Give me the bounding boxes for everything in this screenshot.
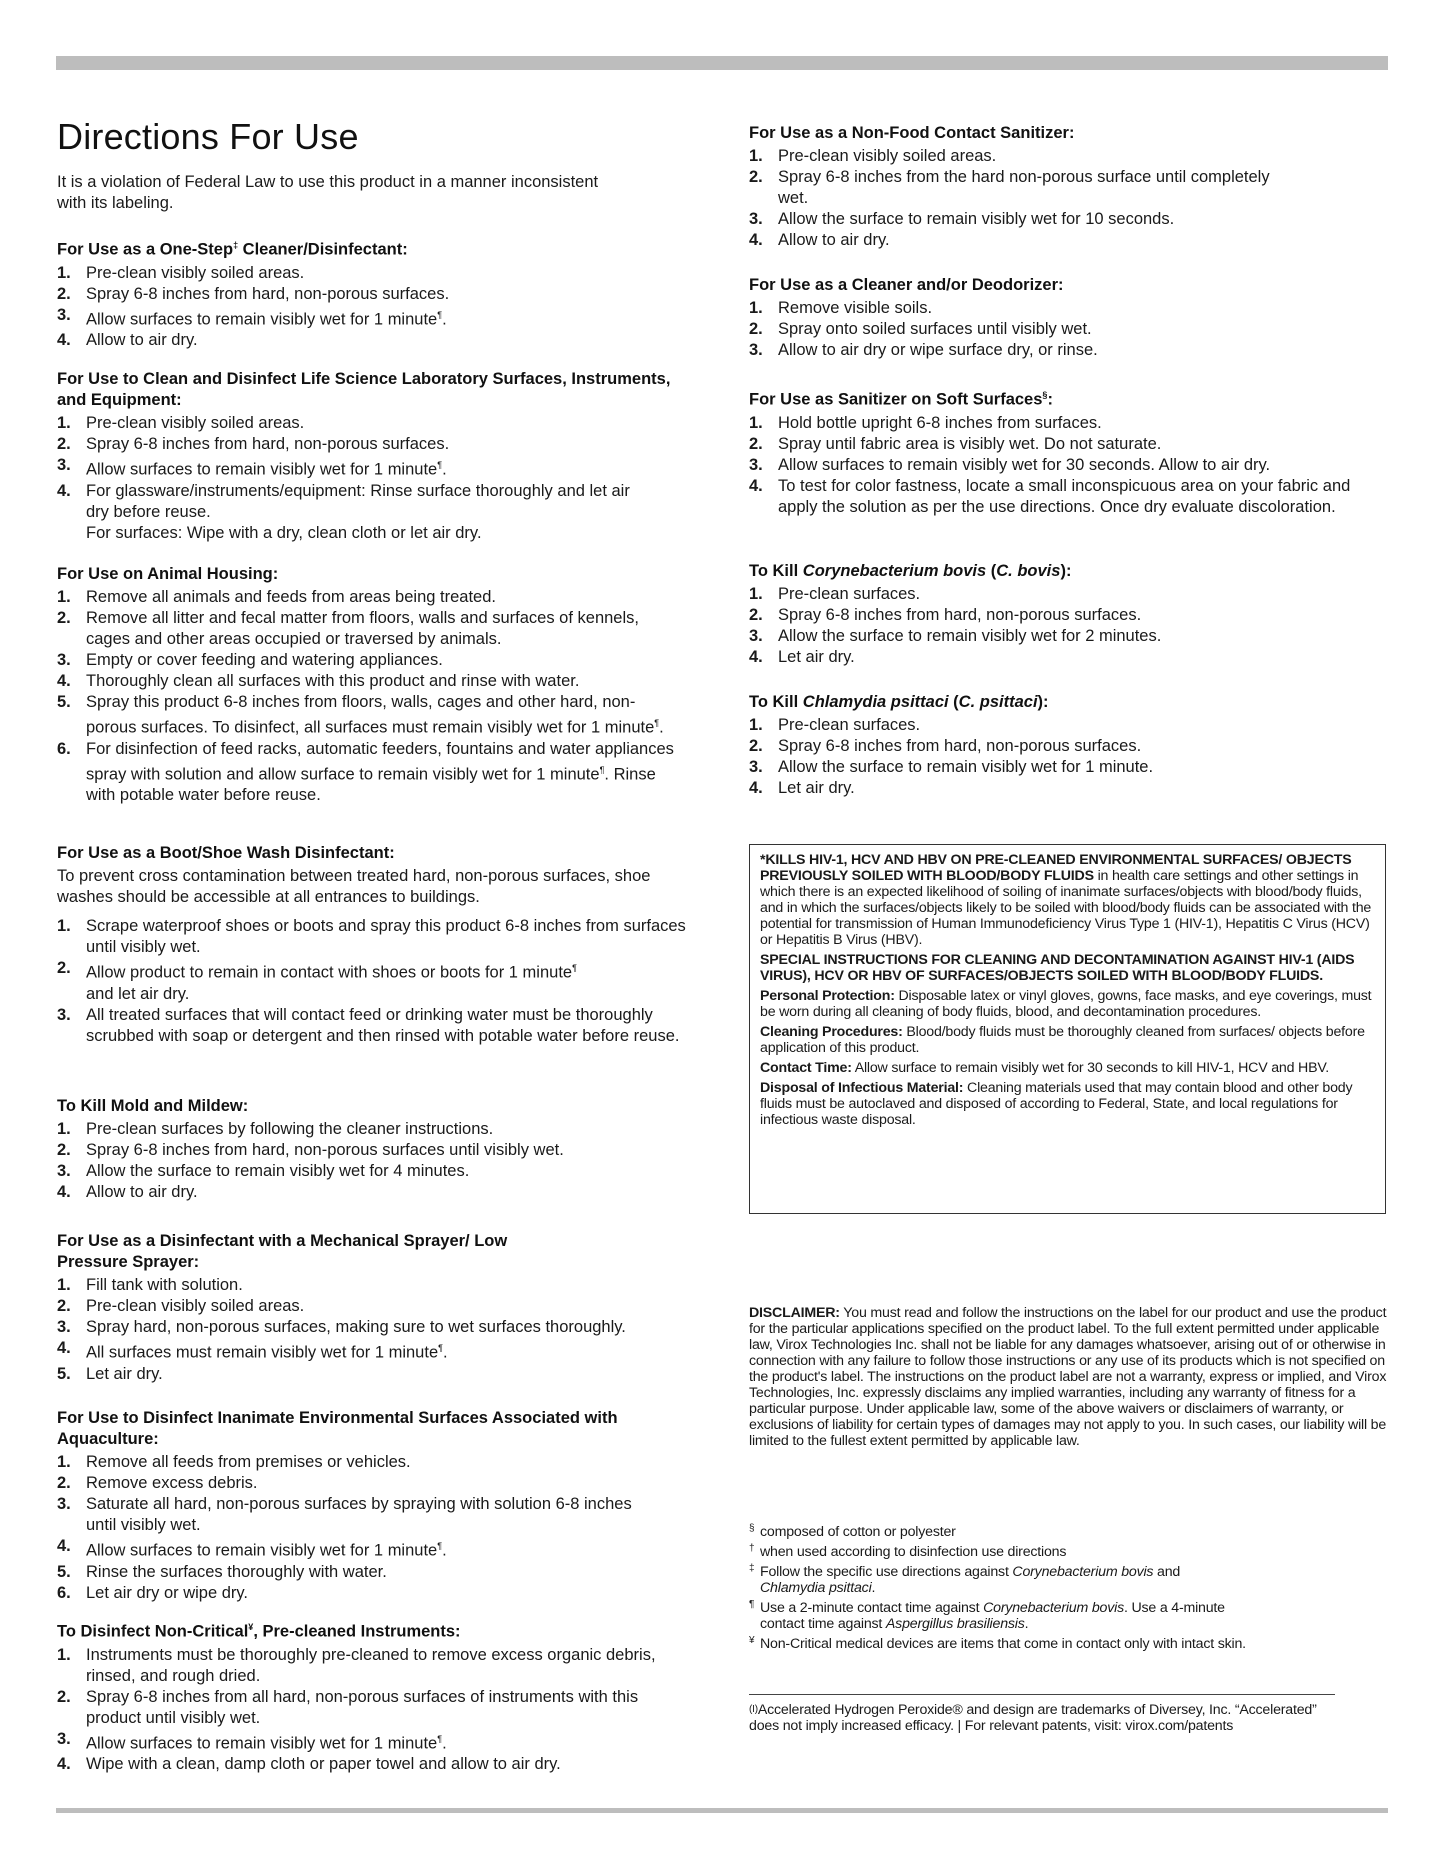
list-item: 2. Pre-clean visibly soiled areas. xyxy=(57,1297,305,1315)
section-heading: For Use as a One-Step‡ Cleaner/Disinfectant: xyxy=(57,240,408,259)
kills-paragraph: *KILLS HIV-1, HCV AND HBV ON PRE-CLEANED ENVIRONMENTAL SURFACES/ OBJECTS PREVIOUSLY SOILED WITH BLOOD/BODY FLUIDS in health care settings and other settings in which there is an expected likelihood of soiling of inanimate surfaces/objects with blood/body fluids, and in which the surfaces/objects likely to be soiled with blood/body fluids can be associated with the potential for transmission of Human Immunodeficiency Virus Type 1 (HIV-1), Hepatitis C Virus (HCV) or Hepatitis B Virus (HBV). xyxy=(760,852,1372,948)
list-item: 2. Spray 6-8 inches from the hard non-porous surface until completely wet. xyxy=(749,168,1270,207)
section-heading: To Kill Mold and Mildew: xyxy=(57,1097,249,1115)
list-item: 3. Allow surfaces to remain visibly wet for 1 minute¶. xyxy=(57,456,447,479)
section-heading: For Use as a Disinfectant with a Mechanical Sprayer/ Low Pressure Sprayer: xyxy=(57,1232,508,1271)
section-heading: To Disinfect Non-Critical¥, Pre-cleaned Instruments: xyxy=(57,1622,461,1641)
section-heading: For Use as a Cleaner and/or Deodorizer: xyxy=(749,276,1064,294)
list-item: 3. Allow surfaces to remain visibly wet for 1 minute¶. xyxy=(57,305,447,328)
list-item: 1. Pre-clean visibly soiled areas. xyxy=(57,263,305,282)
list-item: 1. Pre-clean visibly soiled areas. xyxy=(749,147,997,165)
cleaning-procedures: Cleaning Procedures: Blood/body fluids must be thoroughly cleaned from surfaces/ objects before application of this product. xyxy=(760,1024,1365,1056)
list-item: 6. Let air dry or wipe dry. xyxy=(57,1583,249,1602)
special-instructions: SPECIAL INSTRUCTIONS FOR CLEANING AND DECONTAMINATION AGAINST HIV-1 (AIDS VIRUS), HCV OR HBV OF SURFACES/OBJECTS SOILED WITH BLOOD/BODY FLUIDS. xyxy=(760,952,1355,984)
section-heading: For Use as a Boot/Shoe Wash Disinfectant: xyxy=(57,844,395,862)
section-heading: For Use to Clean and Disinfect Life Science Laboratory Surfaces, Instruments, and Equipment: xyxy=(57,370,671,409)
personal-protection: Personal Protection: Disposable latex or vinyl gloves, gowns, face masks, and eye coverings, must be worn during all cleaning of body fluids, blood, and decontamination procedures. xyxy=(760,988,1372,1020)
section-animal-housing xyxy=(57,564,697,806)
list-item: 3. Allow the surface to remain visibly wet for 4 minutes. xyxy=(57,1162,470,1180)
list-item: 2. Remove excess debris. xyxy=(57,1474,258,1492)
section-boot-wash xyxy=(57,843,707,1047)
list-item: 4. Wipe with a clean, damp cloth or paper towel and allow to air dry. xyxy=(57,1755,561,1773)
list-item: 5. Let air dry. xyxy=(57,1364,163,1383)
list-item: 3. Spray hard, non-porous surfaces, making sure to wet surfaces thoroughly. xyxy=(57,1318,626,1336)
footnote-divider xyxy=(749,1694,1335,1695)
list-item: 3. All treated surfaces that will contact feed or drinking water must be thoroughly scrubbed with soap or detergent and then rinsed with potable water before reuse. xyxy=(57,1005,680,1045)
list-item: 4. For glassware/instruments/equipment: Rinse surface thoroughly and let air dry before reuse. For surfaces: Wipe with a dry, clean cloth or let air dry. xyxy=(57,481,630,542)
list-item: 1. Pre-clean surfaces. xyxy=(749,585,921,603)
footnote: ‡ Follow the specific use directions against Corynebacterium bovis and Chlamydia psittaci. xyxy=(749,1563,1181,1596)
list-item: 4. Allow to air dry. xyxy=(749,231,890,249)
list-item: 3. Empty or cover feeding and watering appliances. xyxy=(57,651,443,669)
footnote: ¥ Non-Critical medical devices are items that come in contact only with intact skin. xyxy=(749,1635,1246,1652)
list-item: 2. Spray onto soiled surfaces until visibly wet. xyxy=(749,320,1092,338)
section-mold-mildew xyxy=(57,1096,697,1203)
section-heading: To Kill Chlamydia psittaci (C. psittaci): xyxy=(749,693,1049,711)
list-item: 1. Pre-clean surfaces by following the cleaner instructions. xyxy=(57,1120,494,1138)
list-item: 1. Instruments must be thoroughly pre-cleaned to remove excess organic debris, rinsed, and rough dried. xyxy=(57,1645,656,1685)
section-aquaculture xyxy=(57,1408,667,1604)
list-item: 3. Saturate all hard, non-porous surfaces by spraying with solution 6-8 inches until visibly wet. xyxy=(57,1495,632,1534)
section-heading: For Use on Animal Housing: xyxy=(57,565,279,583)
list-item: 1. Remove visible soils. xyxy=(749,299,933,317)
list-item: 2. Spray 6-8 inches from hard, non-porous surfaces. xyxy=(57,284,450,303)
list-item: 3. Allow surfaces to remain visibly wet for 30 seconds. Allow to air dry. xyxy=(749,455,1271,474)
section-soft-surfaces xyxy=(749,385,1389,518)
section-heading: For Use as a Non-Food Contact Sanitizer: xyxy=(749,124,1075,142)
list-item: 2. Spray 6-8 inches from hard, non-porous surfaces until visibly wet. xyxy=(57,1141,564,1159)
list-item: 2. Spray 6-8 inches from all hard, non-porous surfaces of instruments with this product until visibly wet. xyxy=(57,1687,639,1727)
list-item: 5. Rinse the surfaces thoroughly with water. xyxy=(57,1562,387,1581)
top-rule xyxy=(56,56,1388,70)
list-item: 4. Allow to air dry. xyxy=(57,331,198,349)
list-item: 1. Pre-clean surfaces. xyxy=(749,716,921,734)
section-c-psittaci xyxy=(749,692,1389,799)
list-item: 3. Allow the surface to remain visibly wet for 1 minute. xyxy=(749,758,1154,776)
list-item: 2. Allow product to remain in contact with shoes or boots for 1 minute¶ and let air dry. xyxy=(57,959,577,1003)
legal-notice: It is a violation of Federal Law to use this product in a manner inconsistent with its labeling. xyxy=(57,173,599,212)
list-item: 4. Allow to air dry. xyxy=(57,1183,198,1201)
list-item: 4. Let air dry. xyxy=(749,648,855,666)
list-item: 3. Allow the surface to remain visibly wet for 2 minutes. xyxy=(749,627,1162,645)
footnote: ¶ Use a 2-minute contact time against Corynebacterium bovis. Use a 4-minute contact time against Aspergillus brasiliensis. xyxy=(749,1599,1225,1632)
bottom-rule xyxy=(56,1808,1388,1813)
section-mechanical-sprayer xyxy=(57,1231,707,1385)
section-c-bovis xyxy=(749,561,1389,668)
footnote: † when used according to disinfection use directions xyxy=(749,1543,1067,1560)
section-intro: To prevent cross contamination between treated hard, non-porous surfaces, shoe washes should be accessible at all entrances to buildings. xyxy=(57,867,651,906)
list-item: 4. All surfaces must remain visibly wet for 1 minute¶. xyxy=(57,1339,448,1362)
section-non-food-sanitizer xyxy=(749,123,1289,251)
section-life-science xyxy=(57,369,677,544)
section-non-critical xyxy=(57,1617,677,1775)
section-deodorizer xyxy=(749,275,1389,361)
list-item: 2. Spray 6-8 inches from hard, non-porous surfaces. xyxy=(57,435,450,453)
footnotes xyxy=(749,1524,1269,1656)
list-item: 2. Remove all litter and fecal matter from floors, walls and surfaces of kennels, cages and other areas occupied or traversed by animals. xyxy=(57,609,639,648)
list-item: 3. Allow surfaces to remain visibly wet for 1 minute¶. xyxy=(57,1729,447,1752)
page-title: Directions For Use xyxy=(57,116,359,157)
disposal: Disposal of Infectious Material: Cleaning materials used that may contain blood and other body fluids must be autoclaved and disposed of according to Federal, State, and local regulations for infectious waste disposal. xyxy=(760,1080,1353,1128)
list-item: 2. Spray 6-8 inches from hard, non-porous surfaces. xyxy=(749,606,1142,624)
list-item: 2. Spray until fabric area is visibly wet. Do not saturate. xyxy=(749,434,1162,453)
list-item: 1. Fill tank with solution. xyxy=(57,1276,243,1294)
list-item: 6. For disinfection of feed racks, automatic feeders, fountains and water appliances spray with solution and allow surface to remain visibly wet for 1 minute¶. Rinse with potable water before reuse. xyxy=(57,739,674,804)
list-item: 4. To test for color fastness, locate a small inconspicuous area on your fabric and apply the solution as per the use directions. Once dry evaluate discoloration. xyxy=(749,476,1351,516)
footnote: § composed of cotton or polyester xyxy=(749,1523,956,1540)
section-one-step xyxy=(57,235,697,351)
list-item: 1. Hold bottle upright 6-8 inches from surfaces. xyxy=(749,413,1102,432)
list-item: 1. Remove all feeds from premises or vehicles. xyxy=(57,1453,411,1471)
list-item: 1. Scrape waterproof shoes or boots and spray this product 6-8 inches from surfaces until visibly wet. xyxy=(57,917,686,956)
list-item: 3. Allow the surface to remain visibly wet for 10 seconds. xyxy=(749,210,1175,228)
list-item: 1. Pre-clean visibly soiled areas. xyxy=(57,414,305,432)
list-item: 4. Thoroughly clean all surfaces with this product and rinse with water. xyxy=(57,672,580,690)
list-item: 4. Let air dry. xyxy=(749,779,855,797)
list-item: 1. Remove all animals and feeds from areas being treated. xyxy=(57,588,496,606)
section-heading: For Use as Sanitizer on Soft Surfaces§: xyxy=(749,390,1053,409)
trademark-notice: $^{(I)}$Accelerated Hydrogen Peroxide® and design are trademarks of Diversey, Inc. “Accelerated” does not imply increased efficacy. | For relevant patents, visit: virox.com/patents xyxy=(749,1702,1317,1734)
contact-time: Contact Time: Allow surface to remain visibly wet for 30 seconds to kill HIV-1, HCV and HBV. xyxy=(760,1060,1330,1076)
section-heading: To Kill Corynebacterium bovis (C. bovis): xyxy=(749,562,1072,580)
list-item: 5. Spray this product 6-8 inches from floors, walls, cages and other hard, non-porous surfaces. To disinfect, all surfaces must remain visibly wet for 1 minute¶. xyxy=(57,693,664,737)
list-item: 3. Allow to air dry or wipe surface dry, or rinse. xyxy=(749,341,1098,359)
list-item: 2. Spray 6-8 inches from hard, non-porous surfaces. xyxy=(749,737,1142,755)
disclaimer: DISCLAIMER: You must read and follow the instructions on the label for our product and use the product for the particular applications specified on the product label. To the full extent permitted under applicable law, Virox Technologies Inc. shall not be liable for any damages whatsoever, arising out of or otherwise in connection with any failure to follow those instructions or any use of its products which is not specified on the product's label. The instructions on the product label are not a warranty, express or implied, and Virox Technologies, Inc. expressly disclaims any implied warranties, including any warranty of fitness for a particular purpose. Under applicable law, some of the above waivers or disclaimers of warranty, or exclusions of liability for certain types of damages may not apply to you. In such cases, our liability will be limited to the fullest extent permitted by applicable law. xyxy=(749,1305,1387,1449)
section-heading: For Use to Disinfect Inanimate Environmental Surfaces Associated with Aquaculture: xyxy=(57,1409,618,1448)
list-item: 4. Allow surfaces to remain visibly wet for 1 minute¶. xyxy=(57,1537,447,1560)
hiv-notice-box xyxy=(749,844,1386,1214)
